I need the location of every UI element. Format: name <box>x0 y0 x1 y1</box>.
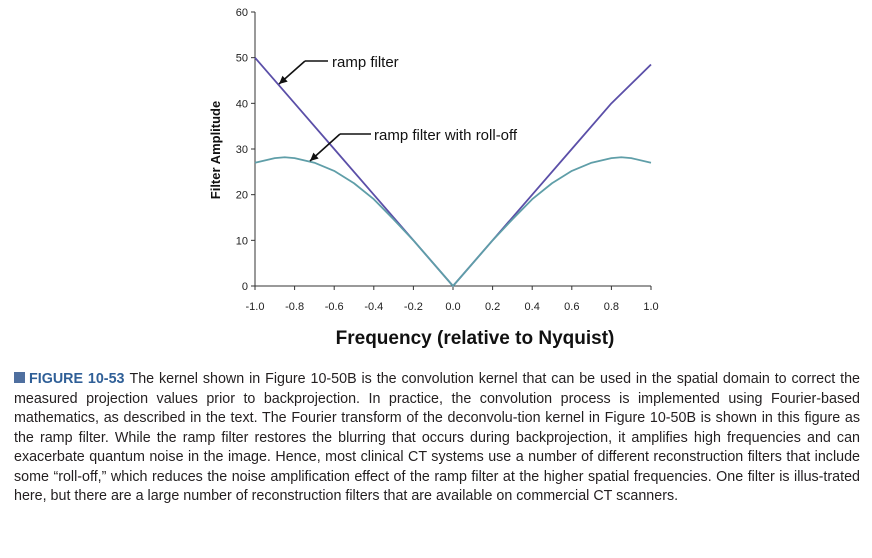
annotation-ramp-filter: ramp filter <box>332 54 399 71</box>
y-tick-label: 40 <box>235 98 248 111</box>
y-axis-title: Filter Amplitude <box>208 100 223 200</box>
y-tick-label: 60 <box>235 7 248 19</box>
y-tick-label: 50 <box>235 52 248 65</box>
x-tick-label: -0.6 <box>324 301 344 313</box>
y-tick-label: 0 <box>241 281 248 293</box>
x-tick-label: -1.0 <box>245 301 265 313</box>
series-line-ramp-filter-roll-off <box>255 157 651 286</box>
x-tick-label: 1.0 <box>643 301 659 313</box>
y-tick-label: 10 <box>235 235 248 248</box>
x-tick-label: 0.4 <box>524 301 540 313</box>
x-tick-label: -0.2 <box>403 301 423 313</box>
caption-figure-label: FIGURE 10-53 <box>29 371 125 387</box>
chart-axes <box>255 12 651 286</box>
chart-series <box>255 58 651 286</box>
x-tick-label: 0.0 <box>445 301 461 313</box>
x-tick-label: -0.4 <box>364 301 384 313</box>
caption-text: The kernel shown in Figure 10-50B is the convolution kernel that can be used in the spatial domain to correct the measured projection values prior to backprojection. In practice, the convolution process is implemented using Fourier-based mathematics, as described in the text. The Fourier transform of the deconvolu-tion kernel in Figure 10-50B is shown in this figure as the ramp filter. While the ramp filter restores the blurring that occurs during backprojection, it amplifies high frequencies and can exacerbate quantum noise in the image. Hence, most clinical CT systems use a number of different reconstruction filters that include some “roll-off,” which reduces the noise amplification effect of the ramp filter at the higher spatial frequencies. One filter is illus-trated here, but there are a large number of reconstruction filters that are available on commercial CT scanners. <box>14 371 860 504</box>
caption-square-icon <box>14 372 25 383</box>
x-axis-title: Frequency (relative to Nyquist) <box>335 328 615 349</box>
x-tick-label: 0.8 <box>603 301 620 313</box>
y-tick-label: 20 <box>235 189 248 202</box>
x-tick-label: -0.8 <box>285 301 305 313</box>
annotation-ramp-filter-roll-off: ramp filter with roll-off <box>374 127 518 144</box>
chart-annotations <box>279 54 518 161</box>
x-tick-label: 0.6 <box>564 301 580 313</box>
x-tick-label: 0.2 <box>484 301 501 313</box>
series-line-ramp-filter <box>255 58 651 286</box>
figure-caption <box>14 370 860 507</box>
y-tick-label: 30 <box>235 144 248 156</box>
